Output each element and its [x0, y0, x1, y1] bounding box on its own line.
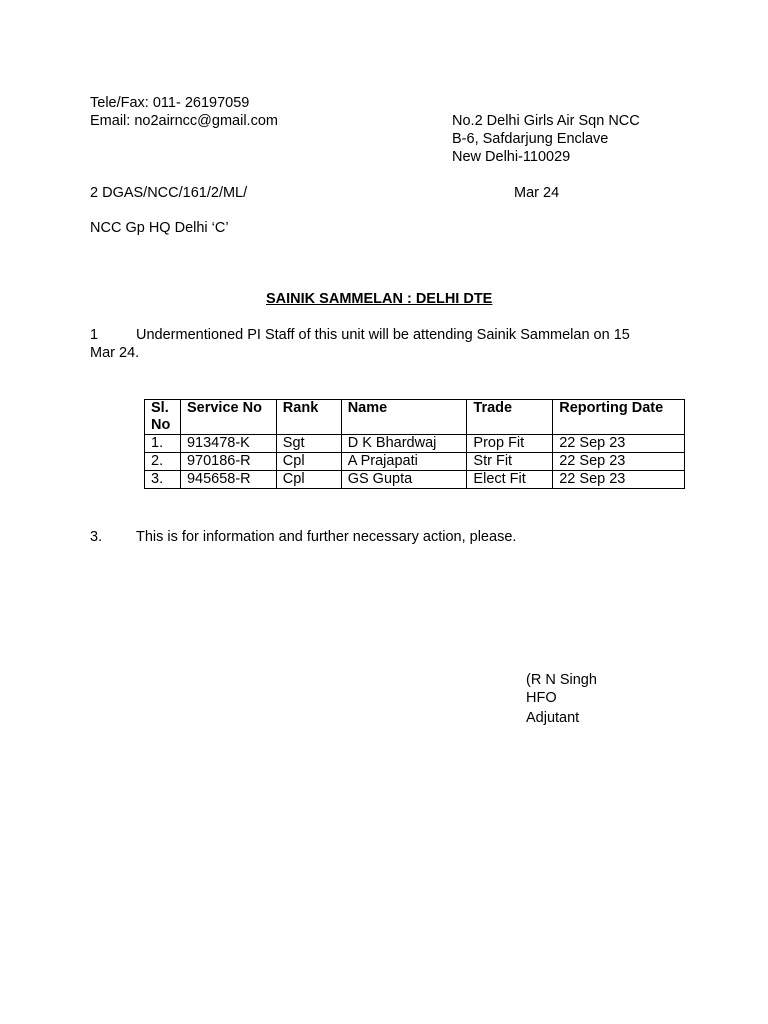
header-sl-no: Sl. No	[145, 400, 181, 435]
cell-trade: Elect Fit	[467, 471, 553, 489]
table-row	[145, 471, 685, 489]
cell-rank: Cpl	[276, 453, 341, 471]
para-3-text: This is for information and further necessary action, please.	[136, 529, 517, 545]
email: Email: no2airncc@gmail.com	[90, 113, 278, 129]
header-reporting-date: Reporting Date	[553, 400, 685, 435]
cell-rank: Cpl	[276, 471, 341, 489]
addressee: NCC Gp HQ Delhi ‘C’	[90, 220, 229, 236]
header-trade: Trade	[467, 400, 553, 435]
cell-trade: Prop Fit	[467, 435, 553, 453]
para-1-text-line-2: Mar 24.	[90, 345, 140, 361]
reference-number: 2 DGAS/NCC/161/2/ML/	[90, 185, 248, 201]
signatory-name: (R N Singh	[526, 672, 597, 688]
para-1-number: 1	[90, 327, 99, 343]
table-row	[145, 453, 685, 471]
cell-service-no: 945658-R	[180, 471, 276, 489]
cell-service-no: 913478-K	[180, 435, 276, 453]
letter-date: Mar 24	[514, 185, 560, 201]
address-line-1: No.2 Delhi Girls Air Sqn NCC	[452, 113, 640, 129]
table-row	[145, 435, 685, 453]
address-line-3: New Delhi-110029	[452, 149, 571, 165]
cell-rank: Sgt	[276, 435, 341, 453]
cell-sl-no: 1.	[145, 435, 181, 453]
cell-sl-no: 3.	[145, 471, 181, 489]
cell-trade: Str Fit	[467, 453, 553, 471]
tele-fax: Tele/Fax: 011- 26197059	[90, 95, 250, 111]
header-service-no: Service No	[180, 400, 276, 435]
cell-name: GS Gupta	[341, 471, 467, 489]
header-name: Name	[341, 400, 467, 435]
cell-sl-no: 2.	[145, 453, 181, 471]
cell-service-no: 970186-R	[180, 453, 276, 471]
staff-table	[144, 399, 685, 489]
table-header-row	[145, 400, 685, 435]
para-3-number: 3.	[90, 529, 103, 545]
header-rank: Rank	[276, 400, 341, 435]
signatory-designation-1: HFO	[526, 690, 557, 706]
para-1-text-line-1: Undermentioned PI Staff of this unit will be attending Sainik Sammelan on 15	[136, 327, 630, 343]
signatory-designation-2: Adjutant	[526, 710, 580, 726]
cell-reporting-date: 22 Sep 23	[553, 435, 685, 453]
cell-name: A Prajapati	[341, 453, 467, 471]
cell-name: D K Bhardwaj	[341, 435, 467, 453]
cell-reporting-date: 22 Sep 23	[553, 471, 685, 489]
letter-title: SAINIK SAMMELAN : DELHI DTE	[266, 291, 493, 307]
address-line-2: B-6, Safdarjung Enclave	[452, 131, 609, 147]
cell-reporting-date: 22 Sep 23	[553, 453, 685, 471]
